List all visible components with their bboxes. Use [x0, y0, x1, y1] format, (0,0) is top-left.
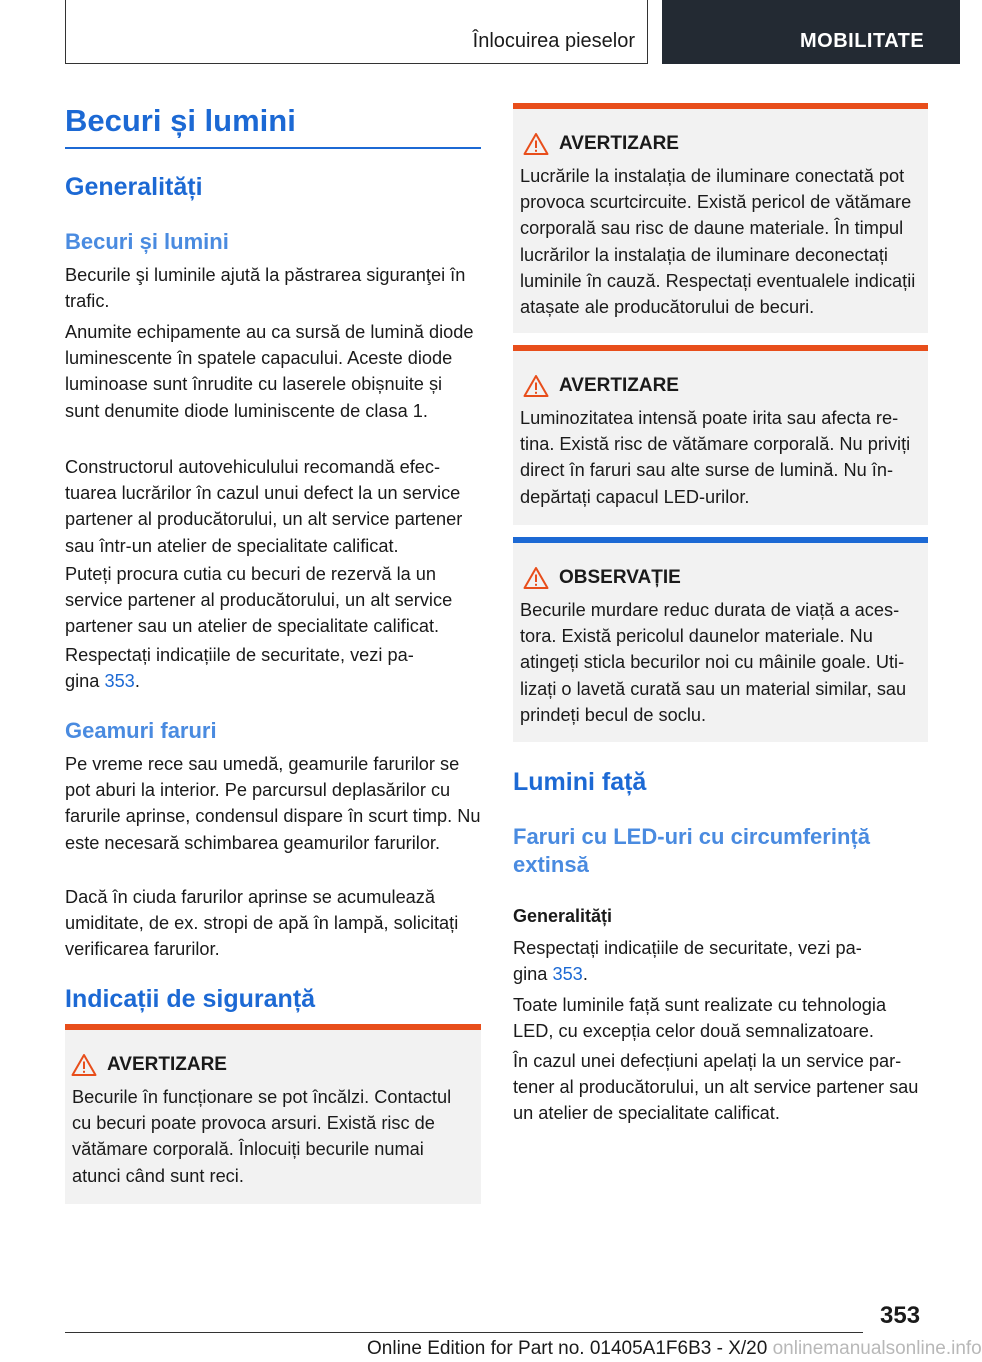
header-chapter-label: MOBILITATE [800, 30, 925, 52]
heading-indicatii-siguranta: Indicații de siguranță [65, 985, 316, 1013]
notice-label: OBSERVAȚIE [559, 567, 681, 588]
page-title: Becuri și lumini [65, 103, 296, 138]
safety-ref-end: . [134, 671, 140, 692]
warning-box-short-circuit [513, 103, 928, 333]
paragraph-spare-bulbs: Puteți procura cutia cu becuri de rezervă la un service partener al producătorului, un alt service partener sau un atelier de specialitate calificat. [65, 564, 453, 637]
warning-bar [513, 345, 928, 351]
warning-triangle-icon [71, 1053, 97, 1077]
warning-label: AVERTIZARE [107, 1054, 227, 1075]
edition-text: Online Edition for Part no. 01405A1F6B3 - X/20 [367, 1338, 768, 1359]
warning-bar [513, 103, 928, 109]
footer-rule [65, 1332, 863, 1333]
header-chapter-tab [662, 0, 960, 64]
warning-triangle-icon [523, 374, 549, 398]
header-section-label: Înlocuirea pieselor [472, 30, 635, 52]
header-section-tab [65, 0, 648, 64]
warning-bar [65, 1024, 481, 1030]
safety-ref-end: . [582, 964, 588, 985]
heading-geamuri-faruri: Geamuri faruri [65, 718, 217, 743]
heading-generalitati-2: Generalități [513, 906, 613, 926]
warning-text: Becurile în funcționare se pot încălzi. Contactul cu becuri poate provoca arsuri. Există risc de vătămare corporală. Înlocuiți becurile numai atunci când sunt reci. [72, 1087, 452, 1186]
warning-box-hot-bulbs [65, 1024, 481, 1204]
notice-text: Becurile murdare reduc durata de viață a acestora. Există pericolul daunelor materiale. Nu atingeți sticla becurilor noi cu mâinile goale. Utilizați o lavetă curată sau un material similar, sau prindeți becul de soclu. [520, 600, 907, 725]
title-rule [65, 147, 481, 149]
notice-bar [513, 537, 928, 543]
warning-label: AVERTIZARE [559, 375, 679, 396]
page-link-353[interactable]: 353 [104, 671, 135, 692]
notice-box-dirty-bulbs [513, 537, 928, 742]
paragraph-led-diodes: Anumite echipamente au ca sursă de lumină diode luminescente în spatele capacului. Aceste diode luminoase sunt înrudite cu laserele obișnuite și sunt denumite diode luminiscente de clasa 1. [65, 322, 474, 421]
heading-lumini-fata: Lumini față [513, 768, 647, 796]
warning-text: Lucrările la instalația de iluminare conectată pot provoca scurtcircuite. Există pericol de vătămare corporală sau risc de daune materiale. În timpul lucrărilor la instalația de iluminare deconectați luminile în cauză. Respectați eventualele indicații atașate ale producătorului de becuri. [520, 166, 916, 318]
paragraph-safety-ref [65, 642, 435, 694]
paragraph-defects: În cazul unei defecțiuni apelați la un service partener al producătorului, un alt service partener sau un atelier de specialitate calificat. [513, 1051, 919, 1124]
heading-becuri-lumini: Becuri și lumini [65, 229, 229, 254]
paragraph-humidity: Dacă în ciuda farurilor aprinse se acumulează umiditate, de ex. stropi de apă în lampă, solicitați verificarea farurilor. [65, 887, 459, 960]
safety-ref-text: Respectați indicațiile de securitate, vezi pagina [513, 938, 862, 985]
warning-triangle-icon [523, 132, 549, 156]
paragraph-condensation: Pe vreme rece sau umedă, geamurile farurilor se pot aburi la interior. Pe parcursul deplasărilor cu farurile aprinse, condensul dispare în scurt timp. Nu este necesară schimbarea geamurilor farurilor. [65, 754, 481, 853]
paragraph-safety-ref-2 [513, 935, 883, 987]
safety-ref-text: Respectați indicațiile de securitate, vezi pagina [65, 645, 414, 692]
footer-edition [367, 1338, 982, 1360]
paragraph-intro: Becurile şi luminile ajută la păstrarea siguranţei în trafic. [65, 265, 466, 312]
paragraph-service-recommendation: Constructorul autovehiculului recomandă efectuarea lucrărilor în cazul unui defect la un service partener al producătorului, un alt service partener sau într-un atelier de specialitate calificat. [65, 457, 463, 556]
warning-box-retina [513, 345, 928, 525]
heading-generalitati: Generalități [65, 173, 203, 201]
page-link-353[interactable]: 353 [552, 964, 583, 985]
page-number: 353 [880, 1302, 921, 1329]
paragraph-led-technology: Toate luminile față sunt realizate cu tehnologia LED, cu excepția celor două semnalizatoare. [513, 995, 887, 1042]
notice-triangle-icon [523, 566, 549, 590]
watermark: onlinemanualsonline.info [772, 1338, 982, 1359]
warning-label: AVERTIZARE [559, 133, 679, 154]
heading-faruri-led: Faruri cu LED-uri cu circumferință extinsă [513, 824, 870, 877]
warning-text: Luminozitatea intensă poate irita sau afecta retina. Există risc de vătămare corporală. Nu priviți direct în faruri sau alte surse de lumină. Nu îndepărtați capacul LED-urilor. [520, 408, 911, 507]
